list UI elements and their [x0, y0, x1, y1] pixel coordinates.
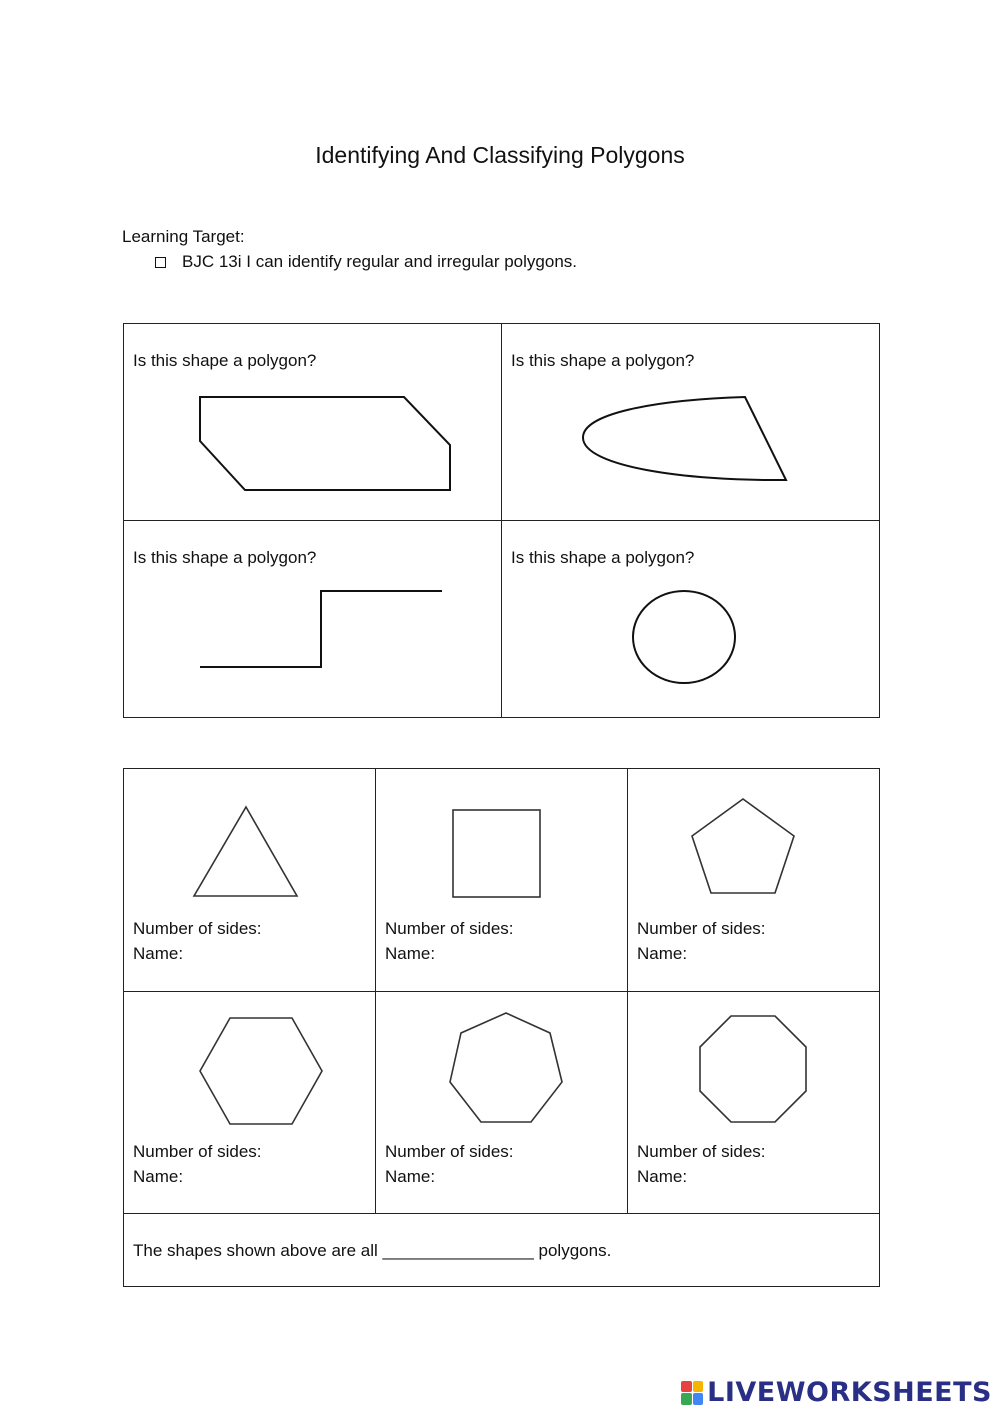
sides-label: Number of sides:: [133, 1142, 262, 1161]
brand-name: LIVEWORKSHEETS: [707, 1377, 992, 1408]
irregular-hexagon-shape: [124, 324, 502, 521]
question-cell-1: [124, 324, 502, 521]
learning-target-text: BJC 13i I can identify regular and irregular polygons.: [182, 252, 577, 271]
summary-sentence: [133, 1238, 611, 1263]
page-title: Identifying And Classifying Polygons: [315, 142, 685, 168]
learning-target-item: [155, 252, 577, 272]
logo-icon: [681, 1381, 703, 1405]
sides-label: Number of sides:: [133, 919, 262, 938]
name-label: Name:: [385, 1167, 436, 1186]
sides-label: Number of sides:: [385, 919, 514, 938]
summary-after: polygons.: [538, 1241, 612, 1260]
classify-cell-pentagon: [628, 769, 879, 991]
sides-label: Number of sides:: [637, 919, 766, 938]
question-text: Is this shape a polygon?: [133, 548, 317, 567]
polygon-question-grid: [123, 323, 880, 718]
sides-label: Number of sides:: [385, 1142, 514, 1161]
question-text: Is this shape a polygon?: [511, 351, 695, 370]
summary-before: The shapes shown above are all: [133, 1241, 378, 1260]
question-cell-4: [502, 521, 879, 717]
name-label: Name:: [133, 944, 184, 963]
question-cell-3: [124, 521, 502, 717]
curved-shape: [502, 324, 879, 521]
question-cell-2: [502, 324, 879, 521]
open-line-path-shape: [124, 521, 502, 717]
name-label: Name:: [637, 1167, 688, 1186]
classify-cell-square: [376, 769, 628, 991]
row-divider: [124, 1213, 879, 1214]
target-checkbox[interactable]: [155, 257, 166, 268]
name-label: Name:: [637, 944, 688, 963]
classify-cell-octagon: [628, 992, 879, 1214]
classify-cell-triangle: [124, 769, 376, 991]
classify-cell-heptagon: [376, 992, 628, 1214]
classify-row-1: [124, 769, 879, 991]
logo-square-3: [681, 1393, 692, 1405]
name-label: Name:: [385, 944, 436, 963]
sides-label: Number of sides:: [637, 1142, 766, 1161]
question-text: Is this shape a polygon?: [133, 351, 317, 370]
classify-row-2: [124, 992, 879, 1214]
summary-blank[interactable]: ________________: [382, 1241, 534, 1260]
logo-square-1: [681, 1381, 692, 1393]
question-text: Is this shape a polygon?: [511, 548, 695, 567]
classify-polygons-table: [123, 768, 880, 1287]
logo-square-2: [693, 1381, 704, 1393]
logo-square-4: [693, 1393, 704, 1405]
learning-target-label: Learning Target:: [122, 227, 245, 246]
liveworksheets-logo: [681, 1377, 992, 1408]
classify-cell-hexagon: [124, 992, 376, 1214]
name-label: Name:: [133, 1167, 184, 1186]
circle-shape: [502, 521, 879, 717]
